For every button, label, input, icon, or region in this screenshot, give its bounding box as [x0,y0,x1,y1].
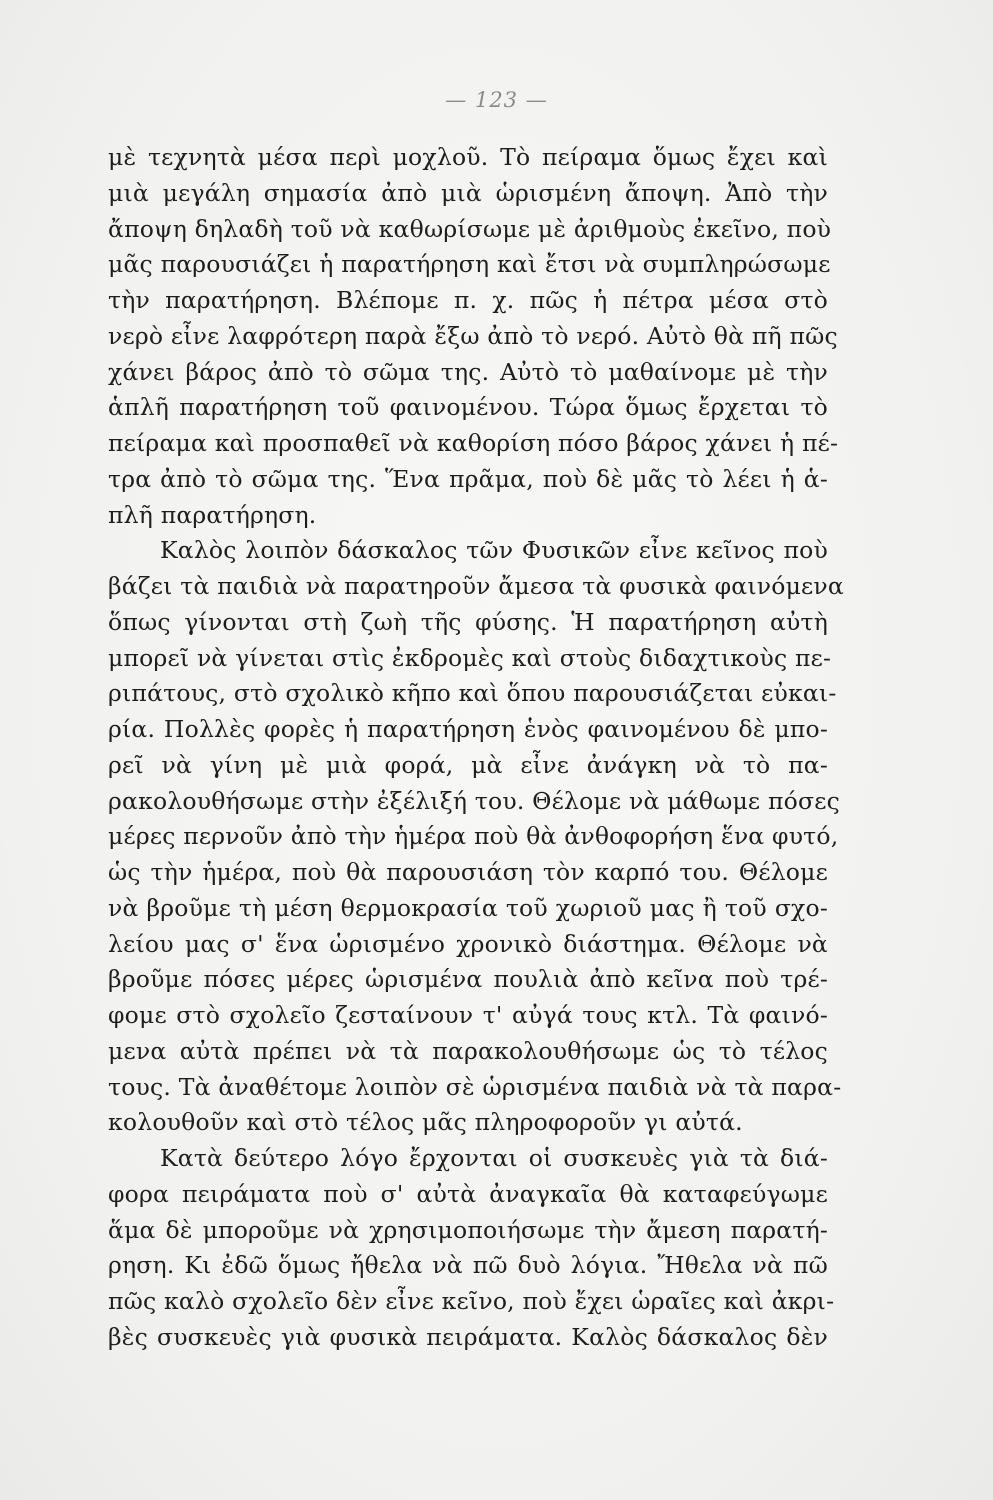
text-line: κολουθοῦν καὶ στὸ τέλος μᾶς πληροφοροῦν γι αὐτά. [108,1108,743,1137]
text-line: πείραμα καὶ προσπαθεῖ νὰ καθορίση πόσο βάρος χάνει ἡ πέ- [108,429,839,457]
text-line: τρα ἀπὸ τὸ σῶμα της. Ἕνα πρᾶμα, ποὺ δὲ μᾶς τὸ λέει ἡ ἁ- [108,464,828,493]
text-line: ἁπλῆ παρατήρηση τοῦ φαινομένου. Τώρα ὅμως ἔρχεται τὸ [108,393,828,422]
text-line: φορα πειράματα ποὺ σ' αὐτὰ ἀναγκαῖα θὰ καταφεύγωμε [108,1179,828,1208]
text-line: τὴν παρατήρηση. Βλέπομε π. χ. πῶς ἡ πέτρα μέσα στὸ [108,286,828,314]
text-line: ρία. Πολλὲς φορὲς ἡ παρατήρηση ἑνὸς φαινομένου δὲ μπο- [108,715,828,743]
text-line: ὅπως γίνονται στὴ ζωὴ τῆς φύσης. Ἡ παρατήρηση αὐτὴ [108,607,828,636]
text-line: πῶς καλὸ σχολεῖο δὲν εἶνε κεῖνο, ποὺ ἔχει ὡραῖες καὶ ἀκρι- [108,1287,835,1315]
text-line: ὡς τὴν ἡμέρα, ποὺ θὰ παρουσιάση τὸν καρπό του. Θέλομε [108,858,828,886]
text-line: ρηση. Κι ἐδῶ ὅμως ἤθελα νὰ πῶ δυὸ λόγια. Ἤθελα νὰ πῶ [108,1251,828,1280]
text-line: μπορεῖ νὰ γίνεται στὶς ἐκδρομὲς καὶ στοὺς διδαχτικοὺς πε- [108,643,832,672]
text-line: μᾶς παρουσιάζει ἡ παρατήρηση καὶ ἔτσι νὰ συμπληρώσωμε [108,250,831,279]
text-line: ριπάτους, στὸ σχολικὸ κῆπο καὶ ὅπου παρουσιάζεται εὐκαι- [108,679,837,708]
text-line: βροῦμε πόσες μέρες ὡρισμένα πουλιὰ ἀπὸ κεῖνα ποὺ τρέ- [108,965,828,994]
text-line: φομε στὸ σχολεῖο ζεσταίνουν τ' αὐγά τους κτλ. Τὰ φαινό- [108,1001,828,1029]
text-line: χάνει βάρος ἀπὸ τὸ σῶμα της. Αὐτὸ τὸ μαθαίνομε μὲ τὴν [108,357,828,386]
text-line: μιὰ μεγάλη σημασία ἀπὸ μιὰ ὡρισμένη ἄποψη. Ἀπὸ τὴν [108,178,828,207]
text-line: μενα αὐτὰ πρέπει νὰ τὰ παρακολουθήσωμε ὡς τὸ τέλος [108,1036,828,1065]
text-line: τους. Τὰ ἀναθέτομε λοιπὸν σὲ ὡρισμένα παιδιὰ νὰ τὰ παρα- [108,1072,842,1101]
text-line: λείου μας σ' ἕνα ὡρισμένο χρονικὸ διάστημα. Θέλομε νὰ [108,929,828,958]
text-line: ρακολουθήσωμε στὴν ἐξέλιξή του. Θέλομε νὰ μάθωμε πόσες [108,786,840,815]
text-line: μέρες περνοῦν ἀπὸ τὴν ἡμέρα ποὺ θὰ ἀνθοφορήση ἕνα φυτό, [108,822,839,851]
page-number: — 123 — [445,88,548,112]
text-line: ἄποψη δηλαδὴ τοῦ νὰ καθωρίσωμε μὲ ἀριθμοὺς ἐκεῖνο, ποὺ [108,214,832,243]
text-line: νερὸ εἶνε λαφρότερη παρὰ ἔξω ἀπὸ τὸ νερό. Αὐτὸ θὰ πῆ πῶς [108,321,838,350]
text-line: ρεῖ νὰ γίνη μὲ μιὰ φορά, μὰ εἶνε ἀνάγκη νὰ τὸ πα- [108,750,828,779]
text-line: μὲ τεχνητὰ μέσα περὶ μοχλοῦ. Τὸ πείραμα ὅμως ἔχει καὶ [108,143,828,171]
text-line: νὰ βροῦμε τὴ μέση θερμοκρασία τοῦ χωριοῦ μας ἢ τοῦ σχο- [108,893,828,922]
body-text [108,140,844,1356]
text-line: ἅμα δὲ μποροῦμε νὰ χρησιμοποιήσωμε τὴν ἄμεση παρατή- [108,1215,828,1244]
text-line: βὲς συσκευὲς γιὰ φυσικὰ πειράματα. Καλὸς δάσκαλος δὲν [108,1322,828,1351]
text-line: πλῆ παρατήρηση. [108,500,317,529]
text-line: βάζει τὰ παιδιὰ νὰ παρατηροῦν ἄμεσα τὰ φυσικὰ φαινόμενα [108,572,844,600]
text-line: Κατὰ δεύτερο λόγο ἔρχονται οἱ συσκευὲς γιὰ τὰ διά- [160,1144,828,1172]
text-line: Καλὸς λοιπὸν δάσκαλος τῶν Φυσικῶν εἶνε κεῖνος ποὺ [160,536,828,565]
